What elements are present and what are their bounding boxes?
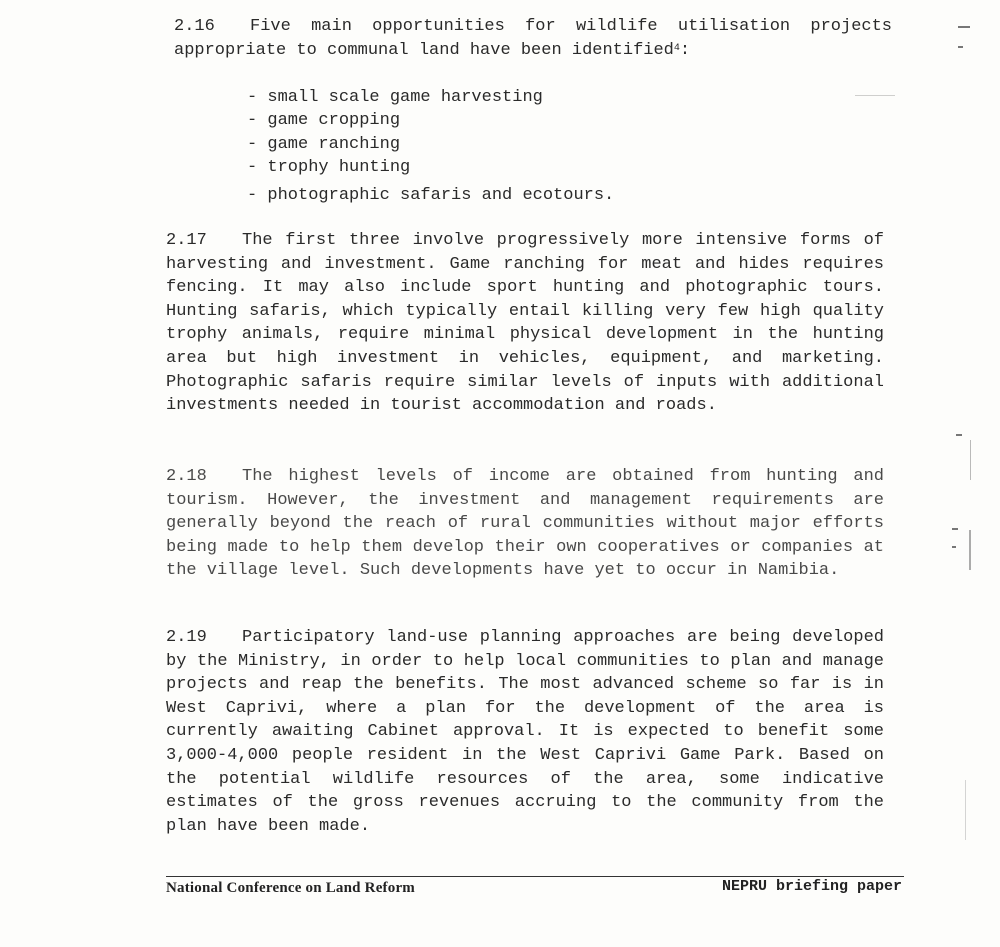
scan-mark xyxy=(969,530,971,570)
paragraph-number: 2.17 xyxy=(166,231,207,250)
paragraph-tail: : xyxy=(679,40,691,60)
scan-mark xyxy=(952,546,956,548)
scan-mark xyxy=(958,46,963,48)
list-item: - small scale game harvesting xyxy=(247,88,543,107)
paragraph-number: 2.16 xyxy=(174,17,215,36)
list-item: - game cropping xyxy=(247,111,401,131)
paragraph-text: The first three involve progressively more intensive forms of harvesting and investment. Game ranching for meat and hides requires fencing. It may also include sport hunting and photographic tours. Hunting safaris, which typically entail killing very few high quality trophy animals, require minimal physical development in the hunting area but high investment in vehicles, equipment, and marketing. Photographic safaris require similar levels of inputs with additional investments needed in tourist accommodation and roads. xyxy=(166,231,884,416)
scan-mark xyxy=(855,95,895,96)
footer-rule xyxy=(166,876,904,877)
list-item: - trophy hunting xyxy=(247,158,411,178)
footer-left: National Conference on Land Reform xyxy=(166,880,416,896)
list-item: - photographic safaris and ecotours. xyxy=(247,185,615,205)
paragraph-text: Five main opportunities for wildlife utilisation projects appropriate to communal land have been identified xyxy=(174,17,892,60)
paragraph-number: 2.19 xyxy=(166,628,207,647)
footnote-reference: 4 xyxy=(673,42,680,54)
scan-mark xyxy=(965,780,966,840)
paragraph-2-18 xyxy=(166,465,884,583)
paragraph-2-17 xyxy=(166,229,884,418)
paragraph-2-19 xyxy=(166,626,884,838)
list-item: - game ranching xyxy=(247,134,401,154)
scan-mark xyxy=(970,440,971,480)
footer-right: NEPRU briefing paper xyxy=(721,878,902,895)
scan-mark xyxy=(956,434,962,436)
scan-mark xyxy=(958,26,970,28)
opportunities-list xyxy=(247,86,614,207)
paragraph-2-16 xyxy=(174,15,892,62)
paragraph-number: 2.18 xyxy=(166,467,207,486)
scan-mark xyxy=(952,528,958,530)
paragraph-text: The highest levels of income are obtained from hunting and tourism. However, the investment and management requirements are generally beyond the reach of rural communities without major efforts being made to help them develop their own cooperatives or companies at the village level. Such developments have yet to occur in Namibia. xyxy=(166,467,884,581)
paragraph-text: Participatory land-use planning approaches are being developed by the Ministry, in order to help local communities to plan and manage projects and reap the benefits. The most advanced scheme so far is in West Caprivi, where a plan for the development of the area is currently awaiting Cabinet approval. It is expected to benefit some 3,000-4,000 people resident in the West Caprivi Game Park. Based on the potential wildlife resources of the area, some indicative estimates of the gross revenues accruing to the community from the plan have been made. xyxy=(166,628,884,836)
